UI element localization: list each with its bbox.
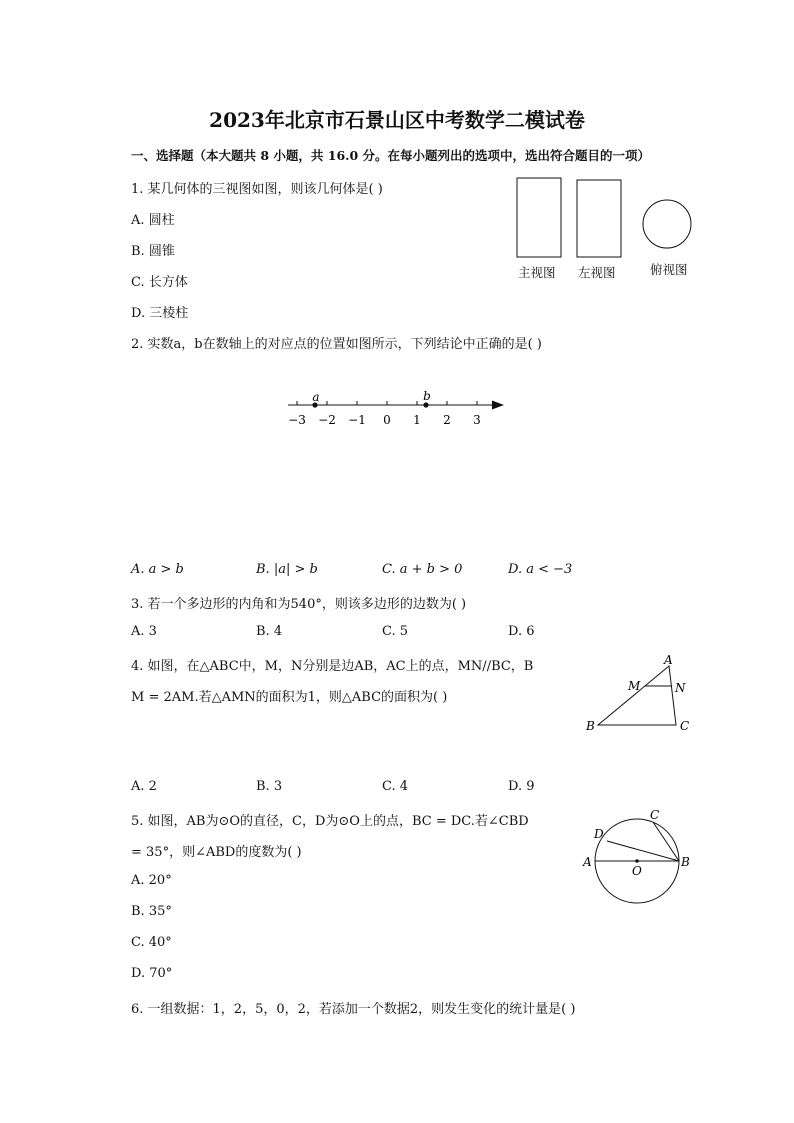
question-1-stem: 1. 某几何体的三视图如图，则该几何体是( ) [131,182,383,197]
question-3-option-a: A. 3 [131,624,157,639]
axis-tick-label: −1 [348,413,366,427]
front-view-rect [517,178,561,257]
question-4-stem-line-2: M = 2AM.若△AMN的面积为1，则△ABC的面积为( ) [131,690,448,705]
question-4-option-d: D. 9 [508,779,535,794]
question-3-option-c: C. 5 [382,624,409,639]
question-2-option-d: D. a < −3 [508,562,573,577]
question-1-option-c: C. 长方体 [131,275,188,290]
question-1-option-b: B. 圆锥 [131,244,175,259]
question-5-stem-line-1: 5. 如图，AB为⊙O的直径，C，D为⊙O上的点，BC = DC.若∠CBD [131,814,529,829]
question-1-option-a: A. 圆柱 [131,213,175,228]
point-a-label: a [312,390,320,404]
question-1-option-d: D. 三棱柱 [131,306,189,321]
top-view-circle [643,200,691,248]
question-3-option-d: D. 6 [508,624,535,639]
page-title: 2023年北京市石景山区中考数学二模试卷 [209,108,585,132]
side-view-rect [577,180,621,257]
front-view-label: 主视图 [518,265,556,280]
side-view-label: 左视图 [578,265,616,280]
question-5-option-b: B. 35° [131,904,172,919]
axis-tick-label: 1 [413,413,421,427]
center-o-label: O [632,864,642,878]
section-heading: 一、选择题（本大题共 8 小题，共 16.0 分。在每小题列出的选项中，选出符合题目的一项） [131,148,651,163]
axis-tick-label: 0 [383,413,391,427]
question-4-option-b: B. 3 [256,779,283,794]
question-5-option-d: D. 70° [131,966,173,981]
point-m-label: M [628,679,641,693]
axis-tick-label: 3 [473,413,481,427]
triangle-figure [580,650,700,740]
point-b-label: b [423,389,431,403]
point-b-label: B [681,855,690,869]
question-2-stem: 2. 实数a，b在数轴上的对应点的位置如图所示，下列结论中正确的是( ) [131,337,542,352]
number-line-figure [280,383,512,431]
number-line-arrow [492,401,504,410]
center-point [635,859,639,863]
point-b [423,402,428,407]
triangle-abc [598,666,676,725]
point-d-label: D [594,827,604,841]
question-2-option-c: C. a + b > 0 [382,562,463,577]
question-2-option-b: B. |a| > b [256,562,318,577]
vertex-c-label: C [680,719,690,733]
question-2-option-a: A. a > b [131,562,184,577]
question-5-option-a: A. 20° [131,873,172,888]
question-6-stem: 6. 一组数据：1，2，5，0，2，若添加一个数据2，则发生变化的统计量是( ) [131,1002,576,1017]
question-3-stem: 3. 若一个多边形的内角和为540°，则该多边形的边数为( ) [131,597,467,612]
top-view-label: 俯视图 [650,262,688,277]
point-a-label: A [583,855,592,869]
point-n-label: N [675,681,686,695]
vertex-a-label: A [664,653,673,667]
circle-figure [578,806,698,906]
question-5-stem-line-2: = 35°，则∠ABD的度数为( ) [131,845,302,860]
question-4-stem-line-1: 4. 如图，在△ABC中，M，N分别是边AB，AC上的点，MN//BC，B [131,659,534,674]
axis-tick-label: −3 [288,413,306,427]
question-3-option-b: B. 4 [256,624,283,639]
point-c-label: C [650,808,660,822]
vertex-b-label: B [586,719,595,733]
question-5-option-c: C. 40° [131,935,172,950]
axis-tick-label: −2 [318,413,336,427]
question-4-option-a: A. 2 [131,779,157,794]
axis-tick-label: 2 [443,413,451,427]
question-4-option-c: C. 4 [382,779,409,794]
